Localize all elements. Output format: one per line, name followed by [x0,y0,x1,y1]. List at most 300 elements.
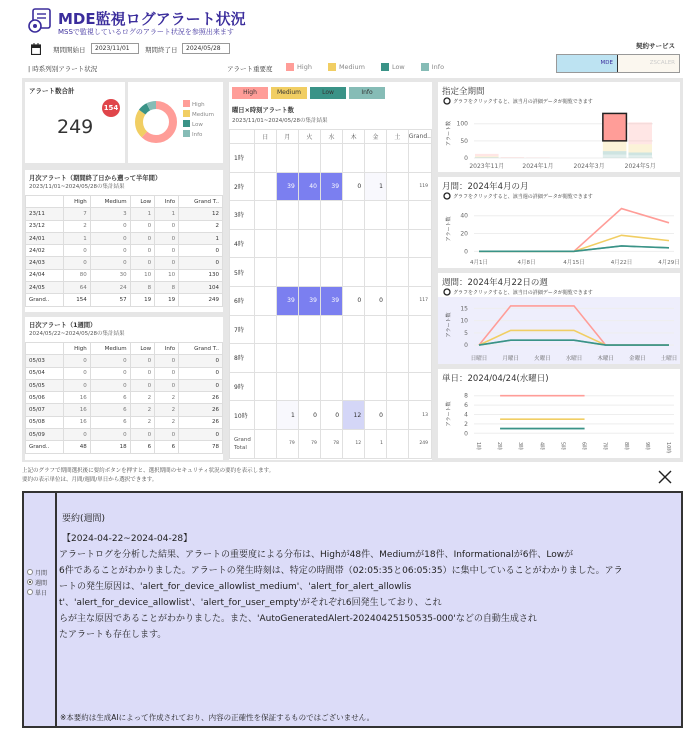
heatmap-cell[interactable] [254,144,276,173]
service-mde-button[interactable]: MDE [557,55,618,72]
radio-label: 単日 [35,589,48,597]
table-row [26,441,223,453]
row-label: 23/12 [26,220,64,232]
heatmap-cell[interactable]: 13 [408,401,431,430]
heatmap-cell[interactable]: 39 [276,172,298,201]
legend-item-low [381,63,405,71]
heatmap-cell[interactable] [320,372,342,401]
x-tick-label: 10時 [665,442,671,454]
heatmap-cell[interactable] [408,144,431,173]
heatmap-cell[interactable] [254,401,276,430]
heatmap-cell[interactable] [386,315,408,344]
summary-line: t'、'alert_for_device_allowlist'、'alert_for_user_empty'がそれぞれ6回発生しており、これ [59,598,442,608]
full-period-chart-card[interactable] [438,82,680,172]
heatmap-cell[interactable] [320,344,342,373]
row-label: 05/04 [26,367,64,379]
x-tick-label: 金曜日 [629,356,646,362]
heatmap-cell[interactable] [298,258,320,287]
close-icon[interactable] [657,469,673,485]
series-line-medium[interactable] [479,235,669,251]
x-tick-label: 水曜日 [565,356,583,362]
table-cell: 0 [179,355,223,367]
summary-period: 【2024-04-22~2024-04-28】 [62,534,193,544]
table-cell: 1 [130,208,155,220]
table-cell: 2 [179,220,223,232]
heatmap-cell[interactable] [254,344,276,373]
heatmap-cell[interactable] [320,229,342,258]
table-cell: 2 [155,392,179,404]
column-header: Medium [90,196,130,208]
legend-swatch [328,63,336,71]
legend-label: Info [431,63,445,71]
column-header: Info [155,196,179,208]
y-tick-label: 5 [464,329,468,337]
table-cell: 0 [179,257,223,269]
heatmap-cell[interactable] [254,172,276,201]
table-cell: 3 [90,208,130,220]
radio-label: 月間 [35,569,48,577]
heatmap-cell[interactable] [408,372,431,401]
heatmap-cell[interactable] [343,144,365,173]
weekday-hour-heatmap[interactable] [229,129,432,459]
table-cell: 0 [179,367,223,379]
heatmap-cell[interactable] [365,144,387,173]
table-cell: 26 [179,416,223,428]
row-label: 05/06 [26,392,64,404]
heatmap-cell[interactable] [365,344,387,373]
heatmap-cell[interactable]: 79 [276,429,298,458]
x-tick-label: 土曜日 [660,356,678,362]
heatmap-row-label: 4時 [230,229,255,258]
monthly-alert-table [25,195,223,307]
table-cell: 0 [63,245,90,257]
x-tick-label: 4月15日 [563,260,585,266]
heatmap-cell[interactable]: 0 [365,286,387,315]
heatmap-cell[interactable] [386,344,408,373]
heatmap-row [230,172,432,201]
y-tick-label: 10 [460,317,468,325]
heatmap-cell[interactable] [276,229,298,258]
heatmap-cell[interactable]: 0 [365,401,387,430]
heatmap-cell[interactable] [320,315,342,344]
row-label: 24/02 [26,245,64,257]
heatmap-cell[interactable] [343,344,365,373]
bar-info[interactable] [603,155,627,158]
high-count-badge: 154 [102,99,120,117]
radio-2[interactable] [27,587,47,597]
heatmap-cell[interactable]: 119 [408,172,431,201]
column-header: Grand T.. [179,196,223,208]
table-cell: 0 [63,257,90,269]
x-tick-label: 4月8日 [517,260,536,266]
summary-line: らが主な原因であることがわかりました。また、'AutoGeneratedAlert-20240425150535-000'などの自動生成され [59,614,537,624]
heatmap-cell[interactable]: 249 [408,429,431,458]
service-zscaler-button[interactable]: ZSCALER [618,55,679,72]
summary-panel [22,491,683,728]
bar-high[interactable] [475,154,499,156]
filter-high-button[interactable]: High [232,87,268,99]
table-row [26,220,223,232]
x-tick-label: 月曜日 [502,356,519,362]
heatmap-cell[interactable]: 39 [298,286,320,315]
x-tick-label: 9時 [643,442,650,451]
chart-title: 週間：2024年4月22日の週 [442,278,548,288]
y-tick-label: 20 [460,230,468,238]
summary-heading: 要約(週間) [62,514,106,524]
heatmap-cell[interactable] [343,315,365,344]
row-label: 24/05 [26,282,64,294]
table-cell: 0 [90,355,130,367]
radio-1[interactable] [27,577,47,587]
alert-total-value: 249 [57,116,94,138]
heatmap-cell[interactable] [276,372,298,401]
y-tick-label: 15 [460,305,468,313]
heatmap-row-label: 7時 [230,315,255,344]
donut-legend-swatch [183,100,190,107]
heatmap-cell[interactable] [408,229,431,258]
chart-title: 指定全期間 [442,87,485,97]
heatmap-row [230,344,432,373]
table-cell: 1 [155,208,179,220]
heatmap-cell[interactable] [320,144,342,173]
daily-alert-table [25,342,223,454]
donut-legend-label: Low [192,122,203,128]
chart-3[interactable] [438,369,680,458]
table-row [26,294,223,306]
heatmap-cell[interactable] [386,372,408,401]
note-line: 要約の表示単位は、月間/週間/単日から選択できます。 [22,477,158,483]
heatmap-cell[interactable] [408,258,431,287]
donut-legend-label: Medium [192,112,214,118]
bar-high[interactable] [603,113,627,140]
heatmap-cell[interactable]: 117 [408,286,431,315]
table-cell: 1 [63,232,90,244]
table-cell: 2 [155,404,179,416]
summary-body [59,547,679,643]
table-cell: 0 [90,220,130,232]
table-cell: 130 [179,269,223,281]
y-axis-label: アラート数 [446,401,452,427]
x-tick-label: 4時 [538,442,545,451]
bar-medium[interactable] [603,141,627,151]
heatmap-cell[interactable]: 0 [298,401,320,430]
table-cell: 6 [90,416,130,428]
chart-0[interactable] [438,82,680,172]
heatmap-cell[interactable]: 40 [298,172,320,201]
table-cell: 0 [155,220,179,232]
heatmap-cell[interactable]: 1 [276,401,298,430]
table-cell: 64 [63,282,90,294]
heatmap-cell[interactable]: 1 [365,429,387,458]
donut-legend-label: High [192,102,205,108]
summary-disclaimer: ※本要約は生成AIによって作成されており、内容の正確性を保証するものではございません。 [60,713,375,722]
table-cell: 0 [130,379,155,391]
heatmap-cell[interactable]: 12 [343,401,365,430]
summary-line: アラートログを分析した結果、アラートの重要度による分布は、Highが48件、Mediumが18件、Informationalが6件、Lowが [59,550,574,560]
heatmap-cell[interactable]: 0 [343,172,365,201]
x-tick-label: 木曜日 [597,356,614,362]
bar-high[interactable] [628,122,652,144]
heatmap-cell[interactable] [254,229,276,258]
legend-label: Low [391,63,405,71]
heatmap-cell[interactable] [276,258,298,287]
table-cell: 7 [63,208,90,220]
heatmap-cell[interactable] [408,315,431,344]
table-cell: 1 [179,232,223,244]
daily-subtitle: 2024/05/22~2024/05/28の集計結果 [29,331,125,337]
radio-button-icon[interactable] [27,589,33,595]
heatmap-cell[interactable]: 0 [343,286,365,315]
bar-info[interactable] [628,155,652,158]
heatmap-cell[interactable] [254,201,276,230]
magnifier-icon [444,98,450,104]
y-axis-label: アラート数 [446,120,452,146]
heatmap-title: 曜日×時刻アラート数 [232,107,294,114]
heatmap-row-label: 9時 [230,372,255,401]
table-cell: 6 [155,441,179,453]
heatmap-cell[interactable]: 78 [320,429,342,458]
heatmap-cell[interactable] [276,144,298,173]
y-axis-label: アラート数 [446,312,452,338]
table-cell: 12 [179,208,223,220]
heatmap-row-label: 10時 [230,401,255,430]
heatmap-cell[interactable] [386,258,408,287]
table-cell: 0 [90,429,130,441]
heatmap-cell[interactable] [254,429,276,458]
x-tick-label: 4月22日 [610,260,633,266]
heatmap-cell[interactable] [408,344,431,373]
bar-low[interactable] [603,151,627,154]
table-cell: 0 [130,257,155,269]
heatmap-cell[interactable]: 39 [320,286,342,315]
heatmap-cell[interactable] [320,201,342,230]
heatmap-cell[interactable] [298,344,320,373]
table-cell: 0 [63,367,90,379]
table-cell: 0 [179,379,223,391]
table-row [26,282,223,294]
heatmap-cell[interactable] [386,144,408,173]
heatmap-row [230,429,432,458]
daily-alert-card [25,317,223,460]
note-line: 上記のグラフで期間選択後に要約ボタンを押すと、選択期間のセキュリティ状況の要約を表示します。 [22,468,275,474]
column-header: Info [155,343,179,355]
table-cell: 0 [179,245,223,257]
table-cell: 0 [130,429,155,441]
table-row [26,429,223,441]
table-cell: 57 [90,294,130,306]
heatmap-cell[interactable] [408,201,431,230]
legend-label: High [297,63,312,71]
y-tick-label: 0 [464,430,468,438]
table-cell: 0 [130,220,155,232]
heatmap-cell[interactable]: 79 [298,429,320,458]
table-cell: 104 [179,282,223,294]
series-line-high[interactable] [479,209,669,252]
x-tick-label: 7時 [601,442,608,451]
heatmap-cell[interactable] [386,286,408,315]
x-tick-label: 4月1日 [470,260,488,266]
radio-button-icon[interactable] [27,569,33,575]
legend-item-high [286,63,312,71]
filter-medium-button[interactable]: Medium [271,87,307,99]
x-tick-label: 2023年11月 [469,163,505,170]
y-tick-label: 2 [464,420,468,428]
heatmap-subtitle: 2023/11/01~2024/05/28の集計結果 [232,118,328,124]
page-title: MDE監視ログアラート状況 [58,10,246,28]
severity-donut-chart[interactable] [128,82,223,163]
row-label: 05/07 [26,404,64,416]
column-header: High [63,196,90,208]
table-cell: 0 [130,367,155,379]
page-subtitle: MSSで監視しているログのアラート状況を参照出来ます [58,28,234,36]
chart-2[interactable] [438,273,680,364]
heatmap-cell[interactable] [365,258,387,287]
month-chart-card[interactable] [438,177,680,268]
heatmap-cell[interactable] [276,344,298,373]
heatmap-cell[interactable] [254,372,276,401]
heatmap-cell[interactable] [386,401,408,430]
heatmap-cell[interactable] [365,372,387,401]
summary-notes [22,467,274,485]
x-tick-label: 3時 [517,442,524,451]
row-label: 05/08 [26,416,64,428]
week-chart-card[interactable] [438,273,680,364]
heatmap-column-header: 土 [386,130,408,144]
heatmap-column-header: 日 [254,130,276,144]
heatmap-cell[interactable]: 39 [276,286,298,315]
start-date-input[interactable]: 2023/11/01 [91,43,139,54]
severity-donut-card[interactable] [128,82,223,163]
table-cell: 0 [63,379,90,391]
x-tick-label: 4月29日 [658,260,680,266]
heatmap-row-label: Grand Total [230,429,255,458]
x-tick-label: 2024年3月 [573,163,605,170]
donut-legend-swatch [183,130,190,137]
heatmap-row [230,258,432,287]
bar-high[interactable] [501,157,525,158]
heatmap-cell[interactable] [386,229,408,258]
y-tick-label: 0 [464,155,468,162]
legend-swatch [421,63,429,71]
heatmap-cell[interactable] [365,229,387,258]
legend-swatch [381,63,389,71]
heatmap-cell[interactable] [298,315,320,344]
heatmap-cell[interactable] [276,315,298,344]
heatmap-cell[interactable] [365,315,387,344]
row-label: 05/03 [26,355,64,367]
heatmap-cell[interactable] [298,229,320,258]
y-tick-label: 4 [464,411,468,419]
table-cell: 16 [63,404,90,416]
heatmap-column-header: 水 [320,130,342,144]
radio-button-icon[interactable] [27,579,33,585]
table-cell: 0 [155,429,179,441]
heatmap-cell[interactable] [343,372,365,401]
summary-line: たアラートも存在します。 [59,630,167,640]
heatmap-cell[interactable] [343,229,365,258]
heatmap-cell[interactable]: 12 [343,429,365,458]
bar-low[interactable] [628,153,652,156]
chart-1[interactable] [438,177,680,268]
heatmap-cell[interactable]: 0 [320,401,342,430]
table-cell: 2 [130,392,155,404]
magnifier-icon [444,193,450,199]
row-label: 24/01 [26,232,64,244]
heatmap-row-label: 8時 [230,344,255,373]
dashboard-area [22,78,683,462]
table-cell: 0 [155,379,179,391]
table-cell: 10 [155,269,179,281]
table-cell: 0 [130,232,155,244]
x-tick-label: 日曜日 [470,356,488,362]
filter-low-button[interactable]: Low [310,87,346,99]
table-row [26,208,223,220]
heatmap-cell[interactable] [254,315,276,344]
table-cell: 48 [63,441,90,453]
heatmap-row [230,201,432,230]
x-tick-label: 6時 [580,442,587,451]
heatmap-row [230,401,432,430]
heatmap-row-label: 6時 [230,286,255,315]
row-label: 24/03 [26,257,64,269]
table-cell: 6 [130,441,155,453]
y-tick-label: 8 [464,392,468,400]
severity-legend-label: アラート重要度 [227,65,273,73]
heatmap-cell[interactable] [298,201,320,230]
table-cell: 2 [155,416,179,428]
table-cell: 0 [155,245,179,257]
heatmap-cell[interactable]: 1 [365,172,387,201]
heatmap-cell[interactable] [254,286,276,315]
heatmap-row [230,286,432,315]
x-tick-label: 5時 [559,442,566,451]
heatmap-cell[interactable] [386,429,408,458]
magnifier-icon [444,289,450,295]
table-row [26,232,223,244]
contract-service-label: 契約サービス [636,42,675,50]
table-cell: 0 [63,429,90,441]
heatmap-cell[interactable] [343,201,365,230]
end-date-label: 期間終了日 [145,46,178,54]
x-tick-label: 2時 [496,442,503,451]
weekday-hour-card [229,82,432,460]
radio-label: 週間 [35,579,48,587]
heatmap-cell[interactable] [298,144,320,173]
heatmap-cell[interactable] [276,201,298,230]
heatmap-cell[interactable] [343,258,365,287]
heatmap-cell[interactable]: 39 [320,172,342,201]
table-cell: 0 [179,429,223,441]
heatmap-cell[interactable] [254,258,276,287]
chart-title: 月間：2024年4月の月 [442,182,529,192]
heatmap-cell[interactable] [365,201,387,230]
table-cell: 0 [130,245,155,257]
table-header-row [26,343,223,355]
bar-medium[interactable] [628,144,652,152]
x-tick-label: 8時 [622,442,629,451]
heatmap-cell[interactable] [386,201,408,230]
series-line-low[interactable] [479,246,669,251]
heatmap-cell[interactable] [298,372,320,401]
heatmap-cell[interactable] [320,258,342,287]
end-date-input[interactable]: 2024/05/28 [182,43,230,54]
table-cell: 8 [155,282,179,294]
filter-info-button[interactable]: Info [349,87,385,99]
radio-0[interactable] [27,567,47,577]
heatmap-cell[interactable] [386,172,408,201]
day-chart-card[interactable] [438,369,680,458]
bar-medium[interactable] [475,156,499,157]
